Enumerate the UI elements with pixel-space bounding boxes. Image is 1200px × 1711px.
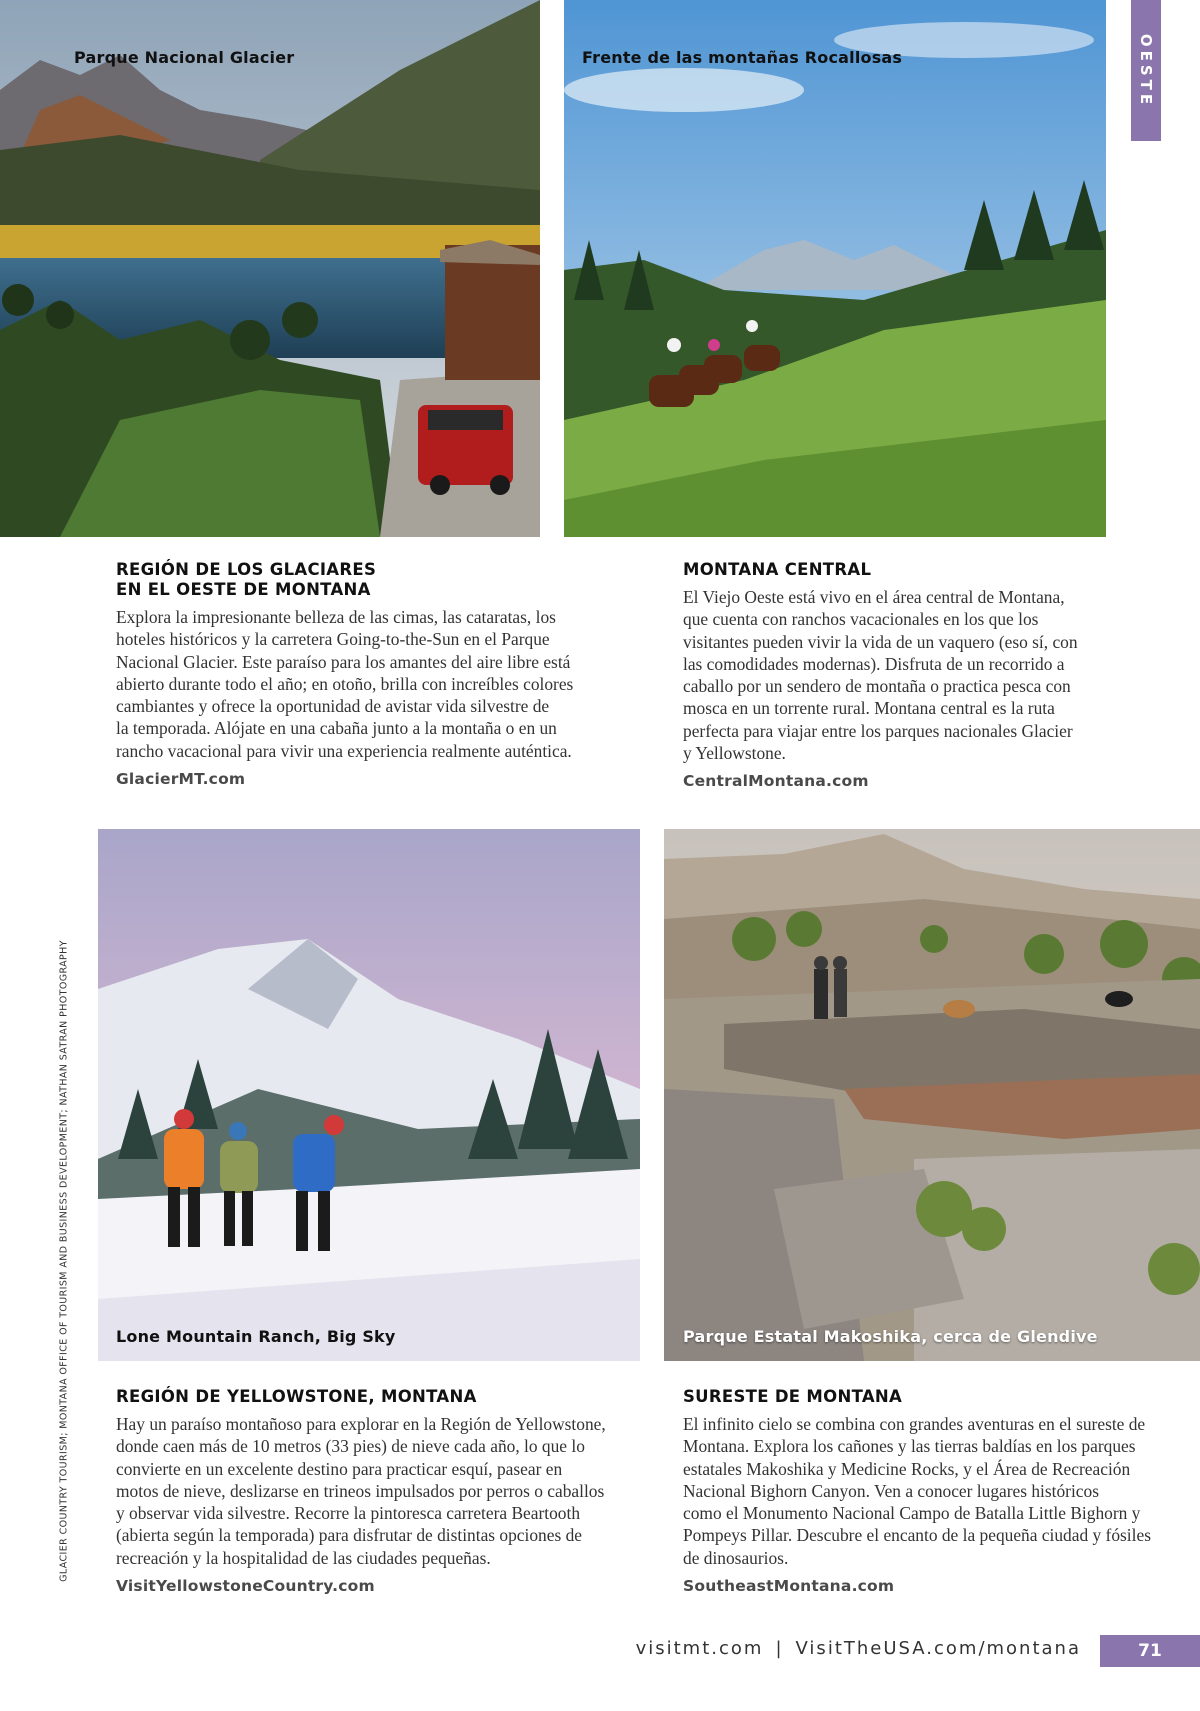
footer-links [636,1638,1081,1659]
bigsky-photo [98,829,640,1361]
glacier-photo [0,0,540,537]
footer-link-visitmt[interactable]: visitmt.com [635,1638,764,1659]
glacier-caption: Parque Nacional Glacier [74,48,295,67]
region-tab-label: OESTE [1137,33,1155,108]
rockies-caption: Frente de las montañas Rocallosas [582,48,903,67]
section-southeast [683,1387,1183,1595]
makoshika-photo [664,829,1200,1361]
section-central-body: El Viejo Oeste está vivo en el área central de Montana, que cuenta con ranchos vacacionales en los que los visitantes pueden vivir la vida de un vaquero (eso sí, con las comodidades modernas). Disfruta de un recorrido a caballo por un sendero de montaña o practica pesca con mosca en un torrente rural. Montana central es la ruta perfecta para viajar entre los parques nacionales Glacier y Yellowstone. [683,587,1078,764]
section-glacier [116,560,596,788]
section-glacier-link[interactable]: GlacierMT.com [116,770,246,789]
section-yellowstone-body: Hay un paraíso montañoso para explorar en la Región de Yellowstone, donde caen más de 10 metros (33 pies) de nieve cada año, lo que lo convierte en un excelente destino para practicar esquí, pasear en motos de nieve, deslizarse en trineos impulsados por perros o caballos y observar vida silvestre. Recorre la pintoresca carretera Beartooth (abierta según la temporada) para disfrutar de distintas opciones de recreación y la hospitalidad de las ciudades pequeñas. [116,1414,606,1568]
section-southeast-title: SURESTE DE MONTANA [683,1387,903,1406]
page-number: 71 [1100,1635,1200,1667]
section-yellowstone-title: REGIÓN DE YELLOWSTONE, MONTANA [116,1387,477,1406]
rockies-photo [564,0,1106,537]
footer-separator: | [775,1638,784,1659]
section-glacier-title: REGIÓN DE LOS GLACIARES EN EL OESTE DE MONTANA [116,560,377,599]
bigsky-caption: Lone Mountain Ranch, Big Sky [116,1327,396,1346]
region-tab [1131,0,1161,141]
section-central [683,560,1123,790]
badlands-image [664,829,1200,1361]
section-southeast-link[interactable]: SoutheastMontana.com [683,1577,895,1596]
skiers-image [98,829,640,1361]
section-glacier-body: Explora la impresionante belleza de las cimas, las cataratas, los hoteles históricos y la carretera Going-to-the-Sun en el Parque Nacional Glacier. Este paraíso para los amantes del aire libre está abierto durante todo el año; en otoño, brilla con increíbles colores cambiantes y ofrece la oportunidad de avistar vida silvestre de la temporada. Alójate en una cabaña junto a la montaña o en un rancho vacacional para vivir una experiencia realmente auténtica. [116,607,574,761]
makoshika-caption: Parque Estatal Makoshika, cerca de Glendive [683,1327,1098,1346]
footer-link-visittheusa[interactable]: VisitTheUSA.com/montana [795,1638,1081,1659]
glacier-landscape-image [0,0,540,537]
section-southeast-body: El infinito cielo se combina con grandes aventuras en el sureste de Montana. Explora los cañones y las tierras baldías en los parques estatales Makoshika y Medicine Rocks, y el Área de Recreación Nacional Bighorn Canyon. Ven a conocer lugares históricos como el Monumento Nacional Campo de Batalla Little Bighorn y Pompeys Pillar. Descubre el encanto de la pequeña ciudad y fósiles de dinosaurios. [683,1414,1151,1568]
section-central-link[interactable]: CentralMontana.com [683,772,869,791]
photo-credit-text: GLACIER COUNTRY TOURISM; MONTANA OFFICE OF TOURISM AND BUSINESS DEVELOPMENT; NATHAN SATRAN PHOTOGRAPHY [58,940,70,1582]
section-yellowstone-link[interactable]: VisitYellowstoneCountry.com [116,1577,375,1596]
section-yellowstone [116,1387,636,1595]
section-central-title: MONTANA CENTRAL [683,560,872,579]
horseback-trail-image [564,0,1106,537]
